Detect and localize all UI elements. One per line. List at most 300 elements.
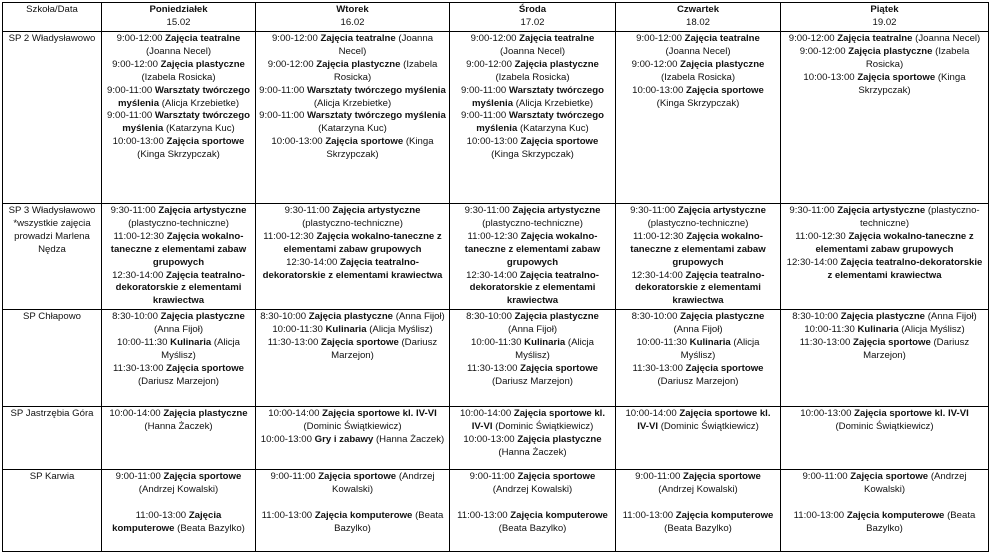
activity-person: (plastyczno-techniczne) xyxy=(647,217,749,229)
schedule-row xyxy=(3,204,989,310)
activity-cell xyxy=(256,407,450,470)
activity-time: 9:00-11:00 xyxy=(270,471,316,483)
activity-name: Zajęcia teatralno-dekoratorskie z elementami krawiectwa xyxy=(635,269,765,307)
activity-cell xyxy=(102,32,256,204)
activity-person: (Alicja Krzebietke) xyxy=(161,97,240,109)
school-cell xyxy=(3,204,102,310)
activity-name: Zajęcia plastyczne xyxy=(163,408,248,420)
activity-entry xyxy=(105,231,252,270)
activity-entry xyxy=(619,471,777,497)
activity-entry xyxy=(619,231,777,270)
activity-name: Kulinaria xyxy=(325,324,367,336)
day-date: 17.02 xyxy=(520,16,545,28)
activity-name: Zajęcia wokalno-taneczne z elementami zabaw grupowych xyxy=(464,230,601,268)
activity-person: (Alicja Myślisz) xyxy=(680,337,760,361)
activity-time: 10:00-14:00 xyxy=(459,408,512,420)
activity-name: Zajęcia wokalno-taneczne z elementami zabaw grupowych xyxy=(630,230,766,268)
activity-time: 9:00-12:00 xyxy=(788,33,835,44)
activity-entry xyxy=(259,434,446,447)
activity-time: 9:00-12:00 xyxy=(631,58,678,70)
activity-name: Zajęcia teatralno-dekoratorskie z elementami krawiectwa xyxy=(262,256,443,281)
activity-time: 11:00-13:00 xyxy=(135,510,187,522)
activity-person: (Anna Fijoł) xyxy=(507,324,558,336)
activity-time: 9:00-11:00 xyxy=(107,84,153,96)
activity-name: Zajęcia sportowe xyxy=(683,471,761,483)
activity-person: (Dariusz Marzejon) xyxy=(657,375,739,387)
activity-name: Zajęcia artystyczne xyxy=(158,205,247,216)
activity-person: (Anna Fijoł) xyxy=(927,311,977,323)
activity-time: 10:00-13:00 xyxy=(463,434,515,446)
day-header xyxy=(102,3,256,32)
activity-entry xyxy=(619,510,777,536)
activity-person: (Alicja Myślisz) xyxy=(161,337,241,361)
activity-person: (Alicja Myślisz) xyxy=(901,324,965,336)
activity-name: Zajęcia sportowe xyxy=(318,471,397,483)
activity-cell xyxy=(256,310,450,407)
activity-name: Warsztaty twórczego myślenia xyxy=(122,110,250,135)
activity-time: 10:00-11:30 xyxy=(804,324,855,336)
header-row xyxy=(3,3,989,32)
activity-entry xyxy=(453,311,612,337)
activity-person: (Anna Fijoł) xyxy=(153,324,204,336)
school-name: SP Jastrzębia Góra xyxy=(10,408,94,420)
school-name: SP Karwia xyxy=(29,471,75,483)
activity-name: Zajęcia sportowe xyxy=(325,136,404,148)
activity-name: Zajęcia teatralne xyxy=(837,33,913,44)
activity-cell xyxy=(616,310,781,407)
activity-entry xyxy=(453,270,612,309)
activity-time: 9:00-12:00 xyxy=(271,33,318,44)
activity-time: 11:00-12:30 xyxy=(795,230,846,242)
activity-name: Zajęcia sportowe xyxy=(857,71,936,83)
activity-entry xyxy=(259,510,446,536)
activity-time: 9:00-12:00 xyxy=(466,58,512,70)
activity-entry xyxy=(259,231,446,257)
activity-time: 9:00-11:00 xyxy=(259,84,305,96)
activity-name: Kulinaria xyxy=(170,337,212,349)
activity-entry xyxy=(453,337,612,363)
activity-name: Zajęcia wokalno-taneczne z elementami zabaw grupowych xyxy=(815,230,974,255)
activity-time: 10:00-11:30 xyxy=(470,337,522,349)
activity-name: Kulinaria xyxy=(689,337,731,349)
activity-cell xyxy=(616,32,781,204)
activity-person: (Andrzej Kowalski) xyxy=(492,484,573,496)
activity-person: (Izabela Rosicka) xyxy=(333,58,438,83)
activity-time: 10:00-11:30 xyxy=(116,337,168,349)
activity-entry xyxy=(259,110,446,136)
activity-person: (Kinga Skrzypczak) xyxy=(858,71,966,96)
activity-time: 9:00-12:00 xyxy=(267,58,314,70)
activity-entry xyxy=(784,311,985,324)
activity-entry xyxy=(784,205,985,231)
activity-person: (Beata Bazylko) xyxy=(664,522,732,534)
activity-name: Zajęcia plastyczne xyxy=(514,311,599,323)
activity-entry xyxy=(105,110,252,136)
activity-name: Zajęcia plastyczne xyxy=(848,45,933,57)
activity-cell xyxy=(102,204,256,310)
activity-person: (Joanna Necel) xyxy=(499,45,566,57)
activity-cell xyxy=(616,407,781,470)
activity-time: 10:00-13:00 xyxy=(271,136,323,148)
activity-person: (Joanna Necel) xyxy=(338,33,434,57)
activity-entry xyxy=(259,205,446,231)
activity-time: 10:00-13:00 xyxy=(632,84,684,96)
activity-name: Zajęcia komputerowe xyxy=(846,510,945,522)
activity-name: Zajęcia artystyczne xyxy=(512,205,601,216)
activity-time: 10:00-11:30 xyxy=(272,324,323,336)
activity-entry xyxy=(105,205,252,231)
activity-name: Warsztaty twórczego myślenia xyxy=(307,110,446,122)
activity-entry xyxy=(784,231,985,257)
activity-name: Zajęcia teatralno-dekoratorskie z elementami krawiectwa xyxy=(115,269,245,307)
activity-time: 9:30-11:00 xyxy=(789,205,835,216)
activity-time: 11:30-13:00 xyxy=(267,337,319,349)
activity-name: Zajęcia plastyczne xyxy=(680,58,765,70)
activity-time: 9:30-11:00 xyxy=(110,205,156,216)
day-name: Poniedziałek xyxy=(149,4,208,15)
activity-name: Gry i zabawy xyxy=(314,434,374,446)
activity-time: 9:30-11:00 xyxy=(630,205,676,216)
activity-name: Zajęcia wokalno-taneczne z elementami zabaw grupowych xyxy=(283,230,442,255)
school-cell xyxy=(3,32,102,204)
activity-entry xyxy=(784,408,985,434)
activity-person: (Dominic Świątkiewicz) xyxy=(835,421,934,433)
activity-time: 9:00-11:00 xyxy=(259,110,305,122)
activity-entry xyxy=(453,110,612,136)
activity-entry xyxy=(105,270,252,309)
activity-person: (plastyczno-techniczne) xyxy=(859,205,980,229)
activity-person: (Joanna Necel) xyxy=(145,45,212,57)
schedule-row xyxy=(3,310,989,407)
activity-time: 10:00-13:00 xyxy=(803,71,855,83)
activity-name: Zajęcia sportowe xyxy=(163,471,242,483)
day-date: 15.02 xyxy=(166,16,191,28)
activity-time: 9:00-12:00 xyxy=(636,33,682,44)
activity-time: 9:00-11:00 xyxy=(461,110,507,122)
activity-entry xyxy=(784,257,985,283)
activity-entry xyxy=(259,324,446,337)
activity-name: Zajęcia plastyczne xyxy=(840,311,926,323)
activity-time: 8:30-10:00 xyxy=(792,311,839,323)
activity-person: (Alicja Myślisz) xyxy=(369,324,433,336)
school-cell xyxy=(3,470,102,552)
activity-person: (Andrzej Kowalski) xyxy=(331,471,435,496)
activity-time: 11:30-13:00 xyxy=(799,337,851,349)
activity-person: (Dominic Świątkiewicz) xyxy=(495,421,594,433)
activity-time: 12:30-14:00 xyxy=(286,256,338,268)
activity-time: 12:30-14:00 xyxy=(112,269,164,281)
day-date: 18.02 xyxy=(685,16,710,28)
activity-time: 11:00-13:00 xyxy=(457,510,508,522)
activity-entry xyxy=(453,33,612,59)
schedule-row xyxy=(3,32,989,204)
activity-name: Zajęcia sportowe xyxy=(852,337,931,349)
activity-entry xyxy=(259,408,446,434)
activity-cell xyxy=(781,310,989,407)
activity-entry xyxy=(453,136,612,162)
activity-name: Zajęcia sportowe xyxy=(520,362,598,374)
schedule-row xyxy=(3,407,989,470)
activity-name: Zajęcia komputerowe xyxy=(314,510,413,522)
activity-person: (Kinga Skrzypczak) xyxy=(137,149,220,161)
activity-name: Zajęcia artystyczne xyxy=(332,205,421,216)
activity-name: Zajęcia sportowe xyxy=(685,362,764,374)
activity-name: Zajęcia sportowe xyxy=(320,337,399,349)
activity-name: Warsztaty twórczego myślenia xyxy=(471,84,604,109)
activity-time: 9:00-12:00 xyxy=(112,58,158,70)
activity-person: (Hanna Żaczek) xyxy=(144,421,213,433)
activity-cell xyxy=(450,32,616,204)
activity-cell xyxy=(616,204,781,310)
schedule-table xyxy=(2,2,989,552)
activity-entry xyxy=(453,59,612,85)
day-name: Wtorek xyxy=(336,4,369,15)
activity-entry xyxy=(619,311,777,337)
activity-entry xyxy=(259,257,446,283)
school-cell xyxy=(3,310,102,407)
activity-name: Zajęcia sportowe xyxy=(520,136,599,148)
activity-name: Zajęcia sportowe xyxy=(517,471,596,483)
day-header xyxy=(781,3,989,32)
activity-person: (Joanna Necel) xyxy=(665,45,731,57)
activity-cell xyxy=(102,407,256,470)
activity-cell xyxy=(616,470,781,552)
activity-person: (Alicja Myślisz) xyxy=(515,337,595,361)
activity-person: (Anna Fijoł) xyxy=(673,324,723,336)
activity-name: Zajęcia plastyczne xyxy=(680,311,765,323)
activity-name: Warsztaty twórczego myślenia xyxy=(307,84,446,96)
activity-name: Zajęcia wokalno-taneczne z elementami zabaw grupowych xyxy=(110,230,247,268)
activity-name: Zajęcia plastyczne xyxy=(517,434,602,446)
activity-entry xyxy=(105,363,252,389)
activity-person: (Izabela Rosicka) xyxy=(495,71,570,83)
activity-name: Zajęcia sportowe xyxy=(166,136,245,148)
day-date: 16.02 xyxy=(340,16,365,28)
activity-person: (Beata Bazylko) xyxy=(177,522,245,534)
activity-person: (plastyczno-techniczne) xyxy=(128,217,229,229)
activity-person: (Izabela Rosicka) xyxy=(141,71,216,83)
activity-time: 9:30-11:00 xyxy=(464,205,510,216)
activity-time: 11:00-12:30 xyxy=(263,230,314,242)
activity-cell xyxy=(256,204,450,310)
activity-entry xyxy=(784,324,985,337)
activity-person: (Dominic Świątkiewicz) xyxy=(660,421,759,433)
activity-cell xyxy=(781,32,989,204)
activity-entry xyxy=(619,33,777,59)
activity-name: Zajęcia plastyczne xyxy=(160,58,245,70)
activity-time: 10:00-13:00 xyxy=(466,136,518,148)
activity-time: 12:30-14:00 xyxy=(466,269,518,281)
activity-entry xyxy=(784,337,985,363)
activity-entry xyxy=(105,33,252,59)
activity-cell xyxy=(256,32,450,204)
activity-entry xyxy=(453,231,612,270)
activity-person: (Katarzyna Kuc) xyxy=(519,123,589,135)
activity-entry xyxy=(453,85,612,111)
activity-name: Zajęcia artystyczne xyxy=(677,205,766,216)
activity-time: 8:30-10:00 xyxy=(466,311,512,323)
activity-person: (Dariusz Marzejon) xyxy=(863,337,970,361)
activity-name: Zajęcia sportowe xyxy=(850,471,929,483)
activity-person: (Andrzej Kowalski) xyxy=(863,471,967,496)
activity-entry xyxy=(105,311,252,337)
activity-entry xyxy=(105,85,252,111)
activity-entry xyxy=(259,59,446,85)
activity-time: 11:00-12:30 xyxy=(113,230,165,242)
activity-time: 8:30-10:00 xyxy=(112,311,158,323)
activity-cell xyxy=(450,470,616,552)
activity-entry xyxy=(784,471,985,497)
activity-name: Zajęcia sportowe xyxy=(686,84,764,96)
activity-entry xyxy=(105,337,252,363)
activity-cell xyxy=(450,310,616,407)
activity-time: 9:00-11:00 xyxy=(802,471,848,483)
activity-name: Zajęcia teatralne xyxy=(165,33,241,44)
activity-entry xyxy=(453,205,612,231)
activity-name: Zajęcia plastyczne xyxy=(160,311,245,323)
activity-entry xyxy=(259,311,446,324)
activity-entry xyxy=(619,205,777,231)
activity-name: Zajęcia sportowe kl. IV-VI xyxy=(854,408,969,420)
day-header xyxy=(616,3,781,32)
activity-name: Zajęcia plastyczne xyxy=(514,58,599,70)
activity-entry xyxy=(619,85,777,111)
activity-entry xyxy=(453,471,612,497)
activity-time: 11:00-13:00 xyxy=(793,510,845,522)
activity-time: 9:00-12:00 xyxy=(116,33,163,44)
activity-name: Zajęcia teatralne xyxy=(684,33,760,44)
day-date: 19.02 xyxy=(872,16,897,28)
activity-person: (Izabela Rosicka) xyxy=(660,71,736,83)
activity-entry xyxy=(784,72,985,98)
activity-name: Zajęcia teatralne xyxy=(320,33,396,44)
activity-name: Zajęcia sportowe kl. IV-VI xyxy=(637,408,771,433)
activity-time: 9:00-12:00 xyxy=(470,33,517,44)
activity-person: (Beata Bazylko) xyxy=(498,522,567,534)
activity-time: 10:00-14:00 xyxy=(109,408,161,420)
activity-cell xyxy=(781,407,989,470)
activity-person: (Anna Fijoł) xyxy=(395,311,445,323)
activity-name: Zajęcia komputerowe xyxy=(112,510,222,534)
schedule-row xyxy=(3,470,989,552)
activity-person: (Hanna Żaczek) xyxy=(375,434,445,446)
activity-name: Kulinaria xyxy=(524,337,566,349)
day-name: Czwartek xyxy=(676,4,720,15)
activity-entry xyxy=(453,434,612,460)
activity-person: (Alicja Krzebietke) xyxy=(313,97,392,109)
activity-time: 9:00-12:00 xyxy=(799,45,846,57)
activity-entry xyxy=(619,337,777,363)
activity-cell xyxy=(102,470,256,552)
activity-time: 9:00-11:00 xyxy=(469,471,515,483)
activity-person: (Izabela Rosicka) xyxy=(865,45,970,70)
activity-person: (plastyczno-techniczne) xyxy=(482,217,583,229)
activity-time: 10:00-14:00 xyxy=(625,408,677,420)
activity-time: 9:00-11:00 xyxy=(635,471,681,483)
activity-cell xyxy=(450,204,616,310)
activity-time: 11:30-13:00 xyxy=(112,362,164,374)
activity-time: 11:00-13:00 xyxy=(622,510,674,522)
activity-time: 8:30-10:00 xyxy=(631,311,678,323)
activity-entry xyxy=(105,471,252,497)
activity-person: (Andrzej Kowalski) xyxy=(658,484,738,496)
activity-time: 12:30-14:00 xyxy=(786,256,838,268)
activity-person: (Kinga Skrzypczak) xyxy=(326,136,434,161)
activity-name: Zajęcia plastyczne xyxy=(316,58,401,70)
activity-time: 9:00-11:00 xyxy=(461,84,507,96)
activity-person: (Dariusz Marzejon) xyxy=(331,337,438,361)
activity-name: Zajęcia sportowe kl. IV-VI xyxy=(322,408,437,420)
activity-person: (Dariusz Marzejon) xyxy=(137,375,220,387)
day-name: Piątek xyxy=(870,4,899,15)
activity-time: 10:00-11:30 xyxy=(636,337,687,349)
activity-person: (Katarzyna Kuc) xyxy=(165,123,235,135)
activity-name: Zajęcia plastyczne xyxy=(308,311,394,323)
activity-time: 12:30-14:00 xyxy=(631,269,683,281)
day-name: Środa xyxy=(518,4,547,15)
activity-entry xyxy=(259,33,446,59)
activity-person: (Joanna Necel) xyxy=(915,33,981,44)
activity-time: 9:00-11:00 xyxy=(107,110,153,122)
activity-entry xyxy=(784,46,985,72)
activity-cell xyxy=(781,470,989,552)
activity-time: 10:00-13:00 xyxy=(112,136,164,148)
school-name: SP 3 Władysławowo xyxy=(8,205,96,216)
activity-name: Zajęcia sportowe kl. IV-VI xyxy=(471,408,606,433)
activity-person: (Dominic Świątkiewicz) xyxy=(303,421,402,433)
activity-person: (Hanna Żaczek) xyxy=(498,446,567,458)
activity-entry xyxy=(619,363,777,389)
activity-time: 10:00-13:00 xyxy=(800,408,852,420)
activity-time: 9:30-11:00 xyxy=(284,205,330,216)
activity-name: Zajęcia teatralne xyxy=(519,33,595,44)
activity-cell xyxy=(450,407,616,470)
school-cell xyxy=(3,407,102,470)
activity-entry xyxy=(105,408,252,434)
activity-name: Zajęcia komputerowe xyxy=(510,510,608,522)
activity-entry xyxy=(259,471,446,497)
activity-entry xyxy=(105,136,252,162)
activity-person: (plastyczno-techniczne) xyxy=(302,217,403,229)
activity-person: (Dariusz Marzejon) xyxy=(491,375,574,387)
activity-entry xyxy=(453,510,612,536)
activity-cell xyxy=(781,204,989,310)
school-name: SP Chłapowo xyxy=(23,311,81,323)
activity-name: Warsztaty twórczego myślenia xyxy=(117,84,250,109)
activity-entry xyxy=(619,59,777,85)
activity-person: (Andrzej Kowalski) xyxy=(138,484,219,496)
activity-name: Warsztaty twórczego myślenia xyxy=(476,110,604,135)
activity-entry xyxy=(784,510,985,536)
activity-time: 11:30-13:00 xyxy=(632,362,683,374)
activity-time: 11:30-13:00 xyxy=(466,362,518,374)
activity-name: Kulinaria xyxy=(857,324,899,336)
activity-name: Zajęcia teatralno-dekoratorskie z elementami krawiectwa xyxy=(469,269,599,307)
activity-entry xyxy=(259,136,446,162)
activity-entry xyxy=(453,408,612,434)
activity-person: (Katarzyna Kuc) xyxy=(318,123,387,135)
activity-time: 9:00-11:00 xyxy=(115,471,161,483)
activity-person: (Kinga Skrzypczak) xyxy=(656,97,740,109)
activity-person: (Kinga Skrzypczak) xyxy=(491,149,574,161)
school-name: SP 2 Władysławowo xyxy=(8,33,96,44)
activity-time: 11:00-12:30 xyxy=(467,230,519,242)
corner-header: Szkoła/Data xyxy=(3,3,102,32)
activity-entry xyxy=(105,59,252,85)
activity-entry xyxy=(453,363,612,389)
activity-cell xyxy=(256,470,450,552)
activity-time: 11:00-12:30 xyxy=(633,230,684,242)
